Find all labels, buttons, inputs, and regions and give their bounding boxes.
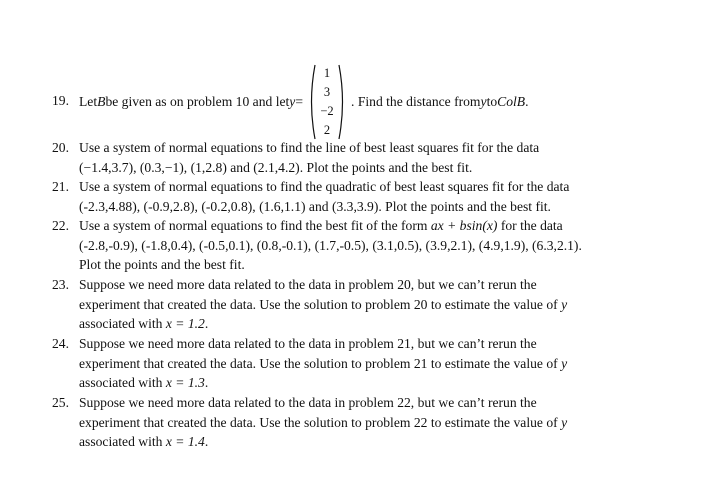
- text-segment: .: [204, 434, 209, 450]
- left-paren-icon: [307, 64, 316, 140]
- math-variable: y: [561, 296, 568, 312]
- text-segment: experiment that created the data. Use the solution to problem 20 to estimate the value of: [79, 296, 562, 312]
- math-expression: x = 1.2: [165, 316, 205, 332]
- math-variable: y: [561, 355, 568, 371]
- problem-text: [79, 275, 692, 334]
- text-segment: experiment that created the data. Use the solution to problem 22 to estimate the value of: [79, 414, 562, 430]
- text-line: (-2.8,-0.9), (-1.8,0.4), (-0.5,0.1), (0.8,-0.1), (1.7,-0.5), (3.1,0.5), (3.9,2.1), (4.9,1.9), (6.3,2.1).: [79, 237, 582, 253]
- text-segment: .: [525, 94, 529, 110]
- text-line: [79, 295, 692, 315]
- text-line: Plot the points and the best fit.: [79, 257, 245, 273]
- problem-25: [52, 393, 692, 452]
- text-segment: . Find the distance from: [351, 94, 481, 110]
- text-line: (−1.4,3.7), (0.3,−1), (1,2.8) and (2.1,4.2). Plot the points and the best fit.: [79, 159, 473, 175]
- text-line: Use a system of normal equations to find the quadratic of best least squares fit for the data: [79, 179, 570, 194]
- text-segment: Use a system of normal equations to find the best fit of the form: [79, 218, 431, 233]
- problem-number: 22.: [52, 218, 69, 233]
- vector-entry: 2: [323, 123, 331, 137]
- problem-text: [79, 138, 692, 177]
- problem-22: [52, 216, 692, 275]
- text-line: (-2.3,4.88), (-0.9,2.8), (-0.2,0.8), (1.6,1.1) and (3.3,3.9). Plot the points and the best fit.: [79, 198, 551, 214]
- text-line: [79, 432, 692, 452]
- problem-number: 20.: [52, 140, 69, 155]
- text-segment: for the data: [497, 218, 563, 233]
- math-expression: ax + bsin(x): [430, 218, 498, 233]
- text-segment: to: [486, 94, 498, 110]
- vector-entries: [316, 64, 338, 140]
- problem-text: [79, 62, 529, 142]
- problem-number: 25.: [52, 395, 69, 410]
- text-line: [79, 216, 692, 236]
- equals-sign: =: [295, 94, 304, 110]
- text-line: [79, 314, 692, 334]
- vector-entry: 1: [323, 66, 331, 80]
- text-line: [79, 373, 692, 393]
- text-line: Suppose we need more data related to the data in problem 21, but we can’t rerun the: [79, 336, 537, 351]
- math-variable: B: [97, 94, 106, 110]
- math-expression: x = 1.3: [165, 375, 205, 391]
- text-segment: be given as on problem 10 and let: [105, 94, 290, 110]
- problem-23: [52, 275, 692, 334]
- text-segment: experiment that created the data. Use the solution to problem 21 to estimate the value of: [79, 355, 562, 371]
- problem-text: [79, 216, 692, 275]
- problem-number: 19.: [52, 93, 69, 108]
- right-paren-icon: [338, 64, 347, 140]
- text-line: Suppose we need more data related to the data in problem 20, but we can’t rerun the: [79, 277, 537, 292]
- text-segment: .: [204, 316, 209, 332]
- math-variable: y: [289, 94, 296, 110]
- math-expression: x = 1.4: [165, 434, 205, 450]
- text-segment: Let: [79, 94, 98, 110]
- problem-text: [79, 334, 692, 393]
- text-segment: .: [204, 375, 209, 391]
- problem-number: 21.: [52, 179, 69, 194]
- text-line: Suppose we need more data related to the data in problem 22, but we can’t rerun the: [79, 395, 537, 410]
- problem-number: 24.: [52, 336, 69, 351]
- vector-entry: −2: [320, 104, 334, 118]
- problem-text: [79, 393, 692, 452]
- column-vector: [307, 64, 347, 140]
- problem-number: 23.: [52, 277, 69, 292]
- text-line: [79, 413, 692, 433]
- problem-21: [52, 177, 692, 216]
- text-segment: associated with: [79, 375, 166, 391]
- math-variable: y: [480, 94, 487, 110]
- math-variable: y: [561, 414, 568, 430]
- text-line: Use a system of normal equations to find the line of best least squares fit for the data: [79, 140, 540, 155]
- text-segment: associated with: [79, 434, 166, 450]
- math-colb: ColB: [497, 94, 526, 110]
- vector-entry: 3: [323, 85, 331, 99]
- problem-24: [52, 334, 692, 393]
- problem-text: [79, 177, 692, 216]
- text-line: [79, 354, 692, 374]
- text-segment: associated with: [79, 316, 166, 332]
- problem-19: [52, 62, 692, 142]
- problem-20: [52, 138, 692, 177]
